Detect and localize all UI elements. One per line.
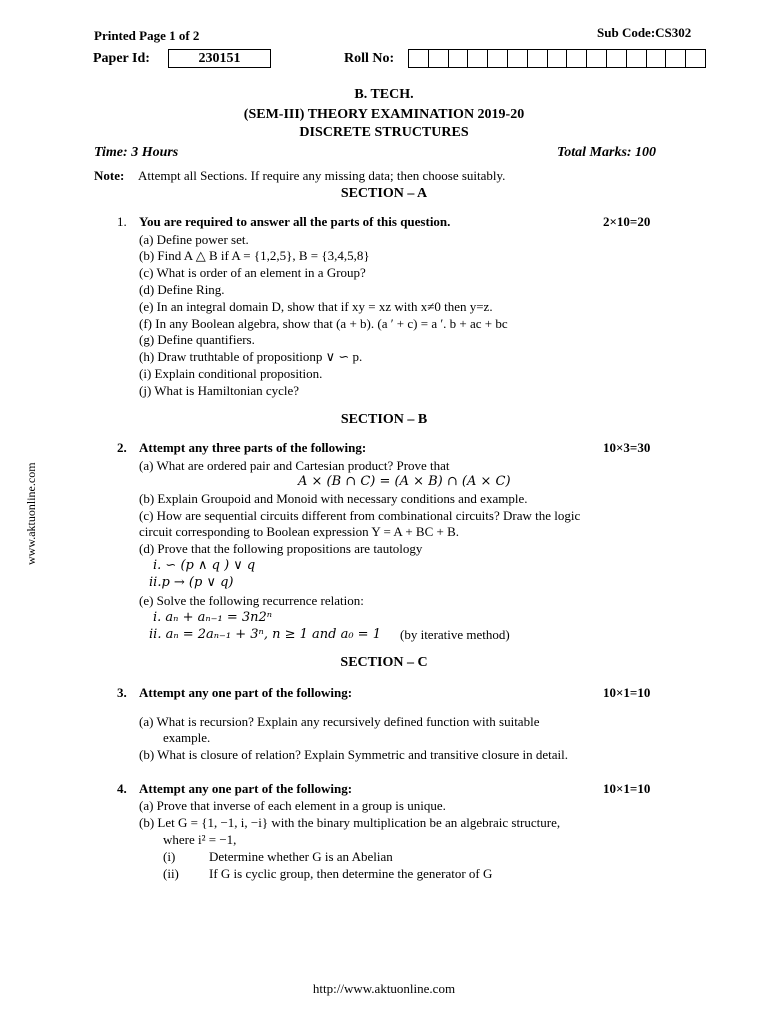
note-label: Note: [94, 168, 125, 183]
q2-marks: 10×3=30 [603, 440, 651, 455]
q3-a-line2: example. [163, 730, 211, 745]
note-text: Attempt all Sections. If require any missing data; then choose suitably. [138, 168, 506, 183]
q1-item: (g) Define quantifiers. [139, 332, 255, 347]
q3-marks: 10×1=10 [603, 685, 651, 700]
q2-d-i: i. ∽ (p ∧ q ) ∨ q [153, 558, 256, 573]
q1-item: (f) In any Boolean algebra, show that (a + b). (a ′ + c) = a ′. b + ac + bc [139, 316, 508, 331]
q2-e-ii: ii. aₙ = 2aₙ₋₁ + 3ⁿ, n ≥ 1 and a₀ = 1 [149, 627, 381, 642]
section-c-heading: SECTION – C [340, 655, 428, 670]
q2-a-formula: A × (B ∩ C) = (A × B) ∩ (A × C) [298, 474, 511, 489]
side-watermark: www.aktuonline.com [24, 462, 38, 565]
printed-page-label: Printed Page 1 of 2 [94, 28, 200, 43]
total-marks-label: Total Marks: 100 [557, 145, 657, 160]
q4-b-i: Determine whether G is an Abelian [209, 849, 393, 864]
q4-b-line2: where i² = −1, [163, 832, 237, 847]
q2-a: (a) What are ordered pair and Cartesian product? Prove that [139, 458, 450, 473]
q2-d: (d) Prove that the following propositions are tautology [139, 541, 423, 556]
paper-id-box: 230151 [168, 49, 271, 68]
q2-e: (e) Solve the following recurrence relation: [139, 593, 364, 608]
q2-d-ii: ii.p → (p ∨ q) [149, 575, 234, 590]
exam-title: (SEM-III) THEORY EXAMINATION 2019-20 [243, 107, 525, 122]
q2-e-ii-note: (by iterative method) [400, 627, 510, 642]
q4-a: (a) Prove that inverse of each element in a group is unique. [139, 798, 446, 813]
q2-c-line2: circuit corresponding to Boolean expression Y = A + BC + B. [139, 524, 459, 539]
q2-text: Attempt any three parts of the following: [139, 440, 367, 455]
q1-item: (e) In an integral domain D, show that if xy = xz with x≠0 then y=z. [139, 299, 493, 314]
sub-code: Sub Code:CS302 [597, 25, 692, 40]
degree-title: B. TECH. [354, 87, 414, 102]
footer-url[interactable]: http://www.aktuonline.com [312, 981, 456, 996]
q4-b-line1: (b) Let G = {1, −1, i, −i} with the binary multiplication be an algebraic structure, [139, 815, 561, 830]
q1-marks: 2×10=20 [603, 214, 651, 229]
q4-b-ii: If G is cyclic group, then determine the generator of G [209, 866, 493, 881]
q3-number: 3. [117, 685, 127, 700]
q1-item: (a) Define power set. [139, 232, 249, 247]
q2-number: 2. [117, 440, 127, 455]
section-b-heading: SECTION – B [340, 412, 428, 427]
q4-number: 4. [117, 781, 127, 796]
time-label: Time: 3 Hours [94, 145, 179, 160]
q2-c-line1: (c) How are sequential circuits different from combinational circuits? Draw the logic [139, 508, 581, 523]
q4-b-ii-label: (ii) [163, 866, 179, 881]
section-a-heading: SECTION – A [340, 186, 428, 201]
subject-title: DISCRETE STRUCTURES [299, 125, 469, 140]
q2-e-i: i. aₙ + aₙ₋₁ = 3n2ⁿ [153, 610, 273, 625]
q1-item: (c) What is order of an element in a Group? [139, 265, 366, 280]
q4-b-i-label: (i) [163, 849, 176, 864]
roll-no-label: Roll No: [344, 51, 395, 66]
q1-text: You are required to answer all the parts of this question. [139, 214, 451, 229]
q4-text: Attempt any one part of the following: [139, 781, 353, 796]
q3-text: Attempt any one part of the following: [139, 685, 353, 700]
q2-b: (b) Explain Groupoid and Monoid with necessary conditions and example. [139, 491, 528, 506]
q1-item: (j) What is Hamiltonian cycle? [139, 383, 300, 398]
paper-id-label: Paper Id: [93, 51, 150, 66]
q1-item: (d) Define Ring. [139, 282, 225, 297]
q1-number: 1. [117, 214, 127, 229]
q3-a-line1: (a) What is recursion? Explain any recursively defined function with suitable [139, 714, 540, 729]
q1-item: (i) Explain conditional proposition. [139, 366, 323, 381]
roll-no-boxes [408, 49, 706, 68]
q3-b: (b) What is closure of relation? Explain Symmetric and transitive closure in detail. [139, 747, 568, 762]
q1-item: (h) Draw truthtable of propositionp ∨ ∽ p. [139, 349, 363, 364]
q4-marks: 10×1=10 [603, 781, 651, 796]
q1-item: (b) Find A △ B if A = {1,2,5}, B = {3,4,5,8} [139, 248, 370, 263]
